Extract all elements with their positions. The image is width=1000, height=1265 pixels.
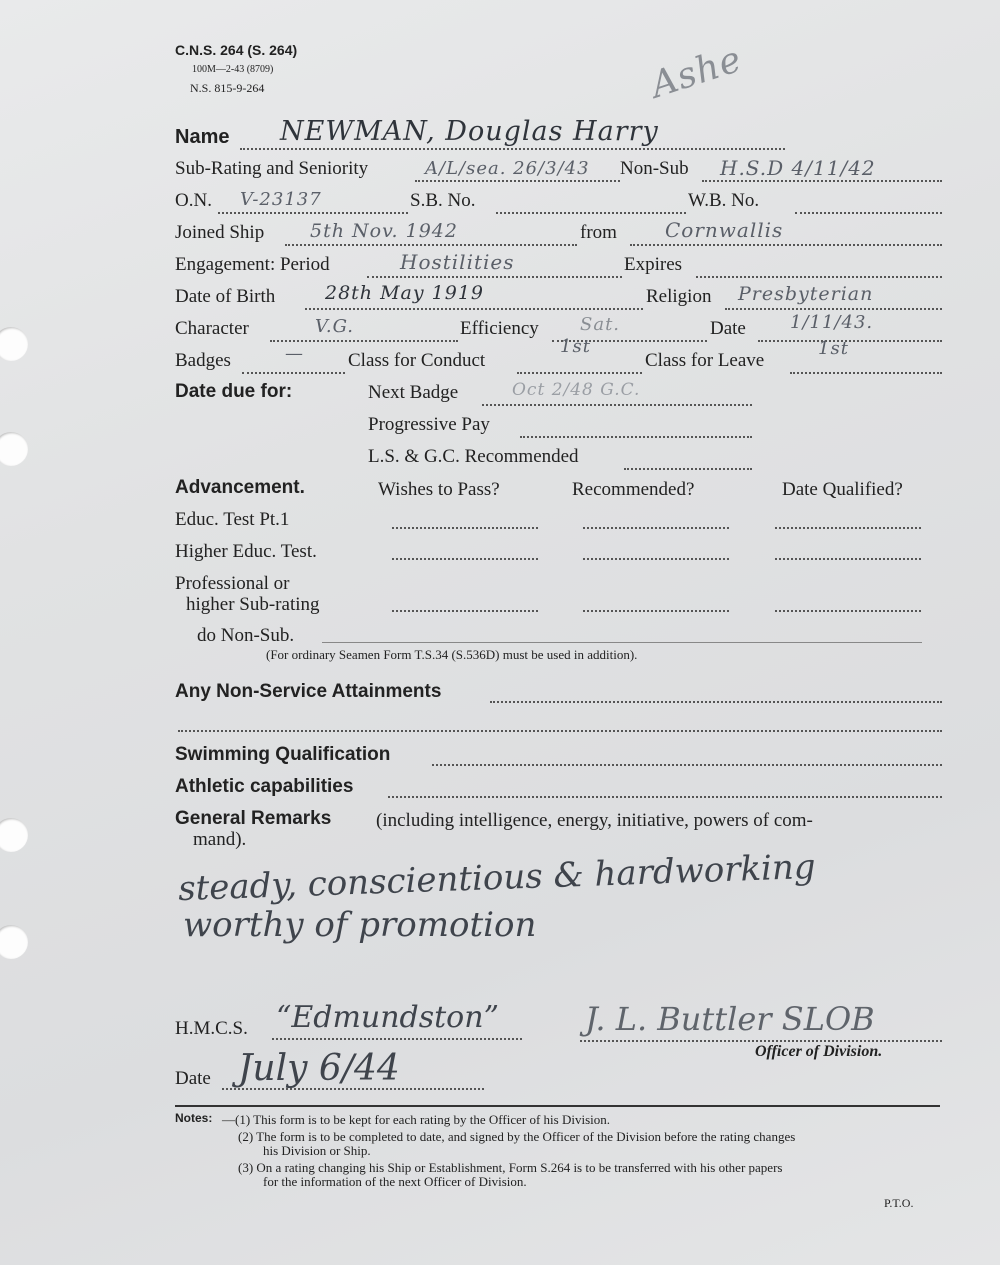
general-remarks-rest: (including intelligence, energy, initiative, powers of com-: [376, 810, 813, 831]
date-signed-label: Date: [175, 1068, 211, 1089]
professional-label-1: Professional or: [175, 573, 290, 594]
note-2a: (2) The form is to be completed to date, and signed by the Officer of the Division before the rating changes: [238, 1129, 796, 1144]
date-due-label: Date due for:: [175, 381, 293, 402]
do-non-sub-label: do Non-Sub.: [197, 625, 295, 646]
sb-no-label: S.B. No.: [410, 190, 476, 211]
notes-label: Notes:: [175, 1111, 213, 1125]
progressive-pay-label: Progressive Pay: [368, 414, 490, 435]
pencil-scrawl: Ashe: [645, 38, 748, 107]
from-label: from: [580, 222, 617, 243]
higher-educ-label: Higher Educ. Test.: [175, 541, 317, 562]
class-leave-value: 1st: [818, 338, 849, 359]
punch-hole: [0, 432, 28, 466]
efficiency-label: Efficiency: [460, 318, 539, 339]
engagement-label: Engagement: Period: [175, 254, 330, 275]
next-badge-value: Oct 2/48 G.C.: [512, 380, 641, 400]
pto: P.T.O.: [884, 1196, 914, 1210]
religion-value: Presbyterian: [738, 283, 874, 305]
note-3b: for the information of the next Officer of Division.: [263, 1174, 527, 1189]
character-value: V.G.: [315, 316, 355, 337]
note-1: —(1) This form is to be kept for each rating by the Officer of his Division.: [222, 1112, 610, 1127]
dob-value: 28th May 1919: [325, 282, 484, 304]
date-value: 1/11/43.: [790, 312, 874, 333]
notes-divider: [175, 1105, 940, 1107]
character-label: Character: [175, 318, 249, 339]
ordinary-seamen-note: (For ordinary Seamen Form T.S.34 (S.536D) must be used in addition).: [266, 647, 638, 662]
punch-hole: [0, 327, 28, 361]
general-remarks-label: General Remarks: [175, 808, 332, 829]
note-3a: (3) On a rating changing his Ship or Establishment, Form S.264 is to be transferred with his other papers: [238, 1160, 783, 1175]
punch-hole: [0, 818, 28, 852]
swimming-label: Swimming Qualification: [175, 744, 391, 765]
efficiency-value: Sat.: [580, 314, 621, 335]
remarks-line-2: worthy of promotion: [183, 905, 537, 945]
form-number: C.N.S. 264 (S. 264): [175, 42, 298, 58]
hmcs-label: H.M.C.S.: [175, 1018, 248, 1039]
date-signed-value: July 6/44: [238, 1048, 400, 1089]
note-2b: his Division or Ship.: [263, 1143, 371, 1158]
class-conduct-label: Class for Conduct: [348, 350, 486, 371]
officer-signature: J. L. Buttler SLOB: [585, 1000, 875, 1038]
non-sub-label: Non-Sub: [620, 158, 689, 179]
hmcs-value: “Edmundston”: [276, 1000, 499, 1035]
ns-code: N.S. 815-9-264: [190, 81, 265, 95]
general-remarks-rest2: mand).: [193, 829, 247, 850]
non-sub-value: H.S.D 4/11/42: [720, 156, 876, 180]
educ-test-label: Educ. Test Pt.1: [175, 509, 290, 530]
print-code: 100M—2-43 (8709): [192, 64, 274, 75]
athletic-label: Athletic capabilities: [175, 776, 354, 797]
religion-label: Religion: [646, 286, 712, 307]
badges-label: Badges: [175, 350, 231, 371]
next-badge-label: Next Badge: [368, 382, 459, 403]
sub-rating-value: A/L/sea. 26/3/43: [425, 158, 590, 179]
name-value: NEWMAN, Douglas Harry: [280, 116, 659, 147]
expires-label: Expires: [624, 254, 683, 275]
on-value: V-23137: [240, 189, 322, 210]
remarks-line-1: steady, conscientious & hardworking: [177, 846, 817, 910]
punch-hole: [0, 925, 28, 959]
joined-ship-value: 5th Nov. 1942: [310, 220, 458, 242]
non-service-label: Any Non-Service Attainments: [175, 681, 442, 702]
date-qualified-header: Date Qualified?: [782, 479, 903, 500]
from-value: Cornwallis: [665, 218, 784, 242]
badges-value: —: [285, 343, 304, 364]
date-label: Date: [710, 318, 746, 339]
wishes-header: Wishes to Pass?: [378, 479, 500, 500]
on-label: O.N.: [175, 190, 212, 211]
joined-ship-label: Joined Ship: [175, 222, 265, 243]
engagement-value: Hostilities: [400, 250, 515, 274]
class-leave-label: Class for Leave: [645, 350, 765, 371]
class-conduct-value: 1st: [560, 336, 591, 357]
officer-of-division-label: Officer of Division.: [755, 1043, 883, 1060]
dob-label: Date of Birth: [175, 286, 276, 307]
name-label: Name: [175, 126, 230, 148]
sub-rating-label: Sub-Rating and Seniority: [175, 158, 369, 179]
lsgc-label: L.S. & G.C. Recommended: [368, 446, 579, 467]
advancement-label: Advancement.: [175, 477, 305, 498]
wb-no-label: W.B. No.: [688, 190, 760, 211]
recommended-header: Recommended?: [572, 479, 695, 500]
professional-label-2: higher Sub-rating: [186, 594, 320, 615]
